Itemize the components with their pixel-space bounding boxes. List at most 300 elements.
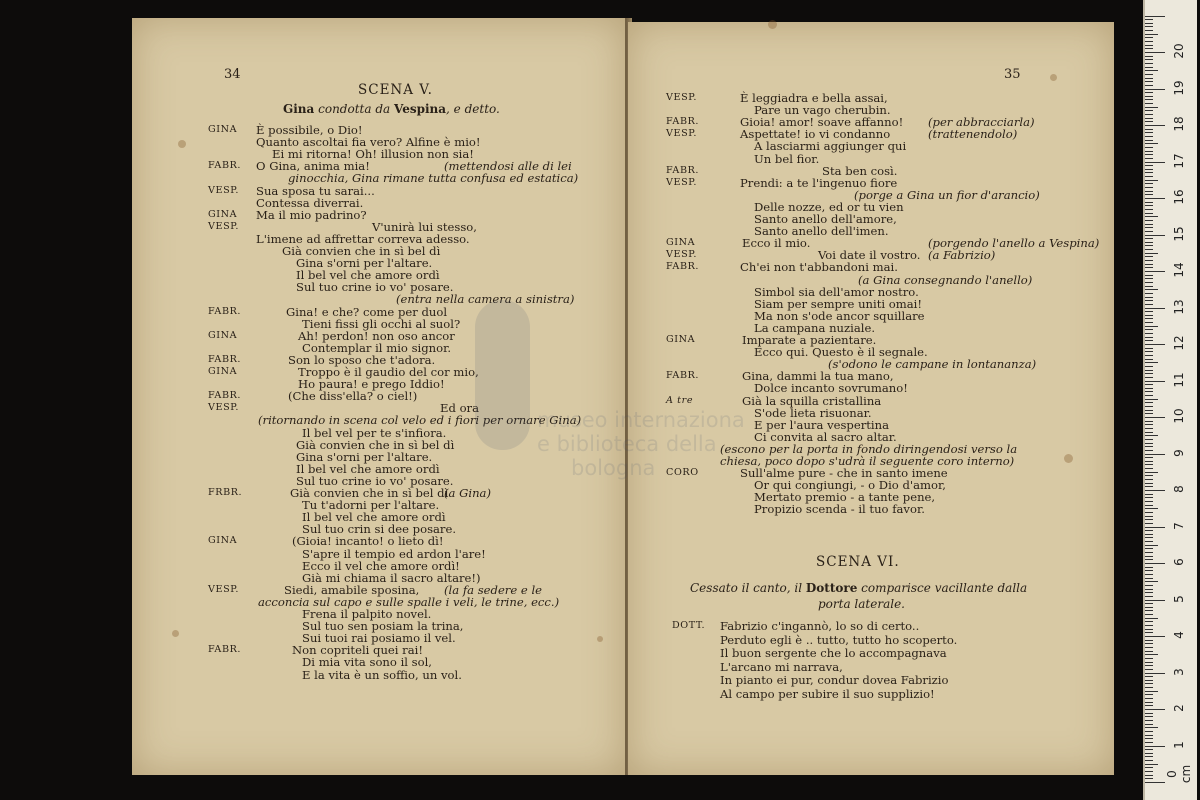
ruler-tick xyxy=(1145,271,1165,272)
ruler-tick xyxy=(1145,322,1153,323)
stage-direction: acconcia sul capo e sulle spalle i veli, le trine, ecc.) xyxy=(258,594,560,609)
left-page xyxy=(132,18,625,775)
ruler-tick xyxy=(1145,81,1153,82)
ruler-tick xyxy=(1145,680,1153,681)
paper-stain xyxy=(1064,454,1073,463)
ruler-tick xyxy=(1145,103,1153,104)
ruler-tick xyxy=(1145,286,1153,287)
ruler-number: 10 xyxy=(1172,408,1186,424)
ruler-tick xyxy=(1145,421,1153,422)
verse-line: Ecco il vel che amore ordì! xyxy=(302,558,460,573)
ruler-tick xyxy=(1145,121,1153,122)
verse-line: Il bel vel che amore ordì xyxy=(296,461,440,476)
ruler-tick xyxy=(1145,716,1153,717)
ruler-tick xyxy=(1145,282,1153,283)
ruler-tick xyxy=(1145,85,1153,86)
verse-line: Frena il palpito novel. xyxy=(302,607,432,621)
ruler-tick xyxy=(1145,275,1153,276)
ruler-tick xyxy=(1145,264,1153,265)
ruler-tick xyxy=(1145,110,1153,111)
ruler-tick xyxy=(1145,158,1153,159)
ruler-tick xyxy=(1145,391,1153,392)
ruler-tick xyxy=(1145,417,1165,418)
ruler-tick xyxy=(1145,486,1153,487)
ruler-tick xyxy=(1145,559,1153,560)
ruler-tick xyxy=(1145,19,1153,20)
verse-line: Siam per sempre uniti omai! xyxy=(754,296,923,311)
ruler-tick xyxy=(1145,424,1153,425)
verse-line: A lasciarmi aggiunger qui xyxy=(754,139,907,154)
paper-stain xyxy=(597,636,603,642)
ruler-tick xyxy=(1145,585,1153,586)
ruler-tick xyxy=(1145,537,1153,538)
ruler-tick xyxy=(1145,34,1158,35)
ruler-tick xyxy=(1145,92,1153,93)
verse-line: Prendi: a te l'ingenuo fiore xyxy=(740,175,898,190)
ruler-tick xyxy=(1145,300,1153,301)
stage-direction: (mettendosi alle di lei xyxy=(444,159,572,174)
ruler-number: 7 xyxy=(1172,521,1186,530)
ruler-tick xyxy=(1145,227,1153,228)
verse-line: Contemplar il mio signor. xyxy=(302,340,452,355)
ruler-tick xyxy=(1145,114,1153,115)
ruler-tick xyxy=(1145,180,1158,181)
ruler-tick xyxy=(1145,472,1158,473)
verse-line: Son lo sposo che t'adora. xyxy=(288,352,436,367)
ruler-tick xyxy=(1145,698,1153,699)
verse-line: Già convien che in sì bel dì xyxy=(290,486,449,500)
verse-line: E la vita è un soffio, un vol. xyxy=(302,667,462,682)
character-name: CORO xyxy=(666,467,699,479)
ruler-tick xyxy=(1145,381,1165,382)
ruler-tick xyxy=(1145,461,1153,462)
ruler-tick xyxy=(1145,202,1153,203)
ruler-tick xyxy=(1145,578,1153,579)
verse-line: Tu t'adorni per l'altare. xyxy=(302,498,440,513)
stage-direction: (escono per la porta in fondo diringendosi verso la xyxy=(720,441,1018,456)
verse-line: Gina s'orni per l'altare. xyxy=(296,256,433,271)
ruler-tick xyxy=(1145,169,1153,170)
character-name: FRBR. xyxy=(208,487,243,498)
ruler-tick xyxy=(1145,165,1153,166)
verse-line: Non copriteli quei rai! xyxy=(292,643,424,658)
stage-direction: (porge a Gina un fior d'arancio) xyxy=(854,187,1040,202)
scene-subheading-2: Cessato il canto, il Dottore comparisce vacillante dalla xyxy=(690,581,1028,595)
verse-line: Il bel vel per te s'infiora. xyxy=(302,425,447,440)
ruler-tick xyxy=(1145,643,1153,644)
stage-direction: (a Fabrizio) xyxy=(928,248,996,263)
ruler-tick xyxy=(1145,198,1165,199)
page-number: 34 xyxy=(224,67,241,82)
verse-line: Ecco il mio. xyxy=(742,236,811,251)
ruler-tick xyxy=(1145,771,1153,772)
ruler-tick xyxy=(1145,505,1153,506)
ruler-tick xyxy=(1145,545,1158,546)
ruler-tick xyxy=(1145,552,1153,553)
verse-line: Pare un vago cherubin. xyxy=(754,103,891,118)
ruler-number: 13 xyxy=(1172,298,1186,315)
ruler-tick xyxy=(1145,344,1165,345)
verse-line: Sul tuo crine io vo' posare. xyxy=(296,473,454,488)
ruler-tick xyxy=(1145,224,1153,225)
ruler-tick xyxy=(1145,581,1158,582)
ruler-tick xyxy=(1145,348,1153,349)
verse-line: Il buon sergente che lo accompagnava xyxy=(720,646,947,660)
verse-line: Santo anello dell'imen. xyxy=(754,224,889,239)
verse-line: Tieni fissi gli occhi al suol? xyxy=(302,316,461,331)
character-name: VESP. xyxy=(208,184,240,196)
ruler-tick xyxy=(1145,143,1158,144)
ruler-tick xyxy=(1145,490,1165,491)
ruler-tick xyxy=(1145,735,1153,736)
verse-line: L'arcano mi narrava, xyxy=(720,659,843,674)
ruler-tick xyxy=(1145,67,1153,68)
ruler-tick xyxy=(1145,479,1153,480)
ruler-number: 14 xyxy=(1172,262,1186,278)
verse-line: Mertato premio - a tante pene, xyxy=(754,490,936,505)
ruler-tick xyxy=(1145,231,1153,232)
verse-line: O Gina, anima mia! xyxy=(256,159,370,174)
ruler-tick xyxy=(1145,355,1153,356)
ruler-tick xyxy=(1145,523,1153,524)
scene-heading-2: SCENA VI. xyxy=(816,554,900,570)
ruler-tick xyxy=(1145,297,1153,298)
ruler-tick xyxy=(1145,52,1165,53)
ruler-tick xyxy=(1145,63,1153,64)
ruler-tick xyxy=(1145,516,1153,517)
ruler-tick xyxy=(1145,140,1153,141)
ruler-tick xyxy=(1145,107,1158,108)
ruler-tick xyxy=(1145,673,1165,674)
ruler-tick xyxy=(1145,329,1153,330)
ruler-tick xyxy=(1145,260,1153,261)
ruler-number: 1 xyxy=(1172,740,1186,749)
ruler-tick xyxy=(1145,727,1158,728)
ruler-tick xyxy=(1145,501,1153,502)
character-name: FABR. xyxy=(666,370,700,382)
verse-line: Già la squilla cristallina xyxy=(742,393,882,408)
ruler-tick xyxy=(1145,308,1165,309)
ruler-tick xyxy=(1145,702,1153,703)
ruler-tick xyxy=(1145,665,1153,666)
ruler-tick xyxy=(1145,74,1153,75)
ruler-tick xyxy=(1145,756,1153,757)
character-name: VESP. xyxy=(666,128,698,140)
verse-line: Ma il mio padrino? xyxy=(256,207,367,222)
ruler-tick xyxy=(1145,746,1165,747)
ruler-tick xyxy=(1145,30,1153,31)
ruler-tick xyxy=(1145,749,1153,750)
ruler-tick xyxy=(1145,242,1153,243)
verse-line: L'imene ad affrettar correva adesso. xyxy=(256,231,470,246)
verse-line: Ah! perdon! non oso ancor xyxy=(298,328,455,343)
ruler-tick xyxy=(1145,147,1153,148)
ruler-tick xyxy=(1145,683,1153,684)
ruler-tick xyxy=(1145,172,1153,173)
ruler-tick xyxy=(1145,574,1153,575)
ruler-tick xyxy=(1145,651,1153,652)
verse-line: Perduto egli è .. tutto, tutto ho scoperto. xyxy=(720,632,958,647)
verse-line: Santo anello dell'amore, xyxy=(754,212,897,226)
verse-line: Il bel vel che amore ordì xyxy=(296,268,440,283)
ruler-tick xyxy=(1145,245,1153,246)
ruler-number: 4 xyxy=(1172,631,1186,639)
ruler-tick xyxy=(1145,614,1153,615)
verse-line: Quanto ascoltai fia vero? Alfine è mio! xyxy=(256,135,481,150)
ruler-number: 8 xyxy=(1172,485,1186,493)
ruler-tick xyxy=(1145,205,1153,206)
ruler-tick xyxy=(1145,70,1158,71)
ruler-tick xyxy=(1145,534,1153,535)
character-name: VESP. xyxy=(208,220,240,232)
ruler-number: 9 xyxy=(1172,448,1186,457)
ruler-tick xyxy=(1145,154,1153,155)
ruler-tick xyxy=(1145,760,1153,761)
verse-line: Contessa diverrai. xyxy=(256,195,364,210)
ruler-tick xyxy=(1145,315,1153,316)
ruler-tick xyxy=(1145,603,1153,604)
verse-line: Delle nozze, ed or tu vien xyxy=(754,199,904,214)
stage-direction: (trattenendolo) xyxy=(928,127,1018,142)
stage-direction: (a Gina consegnando l'anello) xyxy=(858,272,1033,287)
ruler-tick xyxy=(1145,439,1153,440)
verse-line: Di mia vita sono il sol, xyxy=(302,655,432,670)
ruler-tick xyxy=(1145,289,1158,290)
verse-line: Gina! e che? come per duol xyxy=(286,304,448,319)
verse-line: S'apre il tempio ed ardon l'are! xyxy=(302,546,486,561)
ruler-tick xyxy=(1145,753,1153,754)
ruler-tick xyxy=(1145,541,1153,542)
ruler-tick xyxy=(1145,782,1165,783)
ruler-tick xyxy=(1145,267,1153,268)
ruler-tick xyxy=(1145,351,1153,352)
character-name: GINA xyxy=(208,535,238,547)
ruler-number: 15 xyxy=(1172,225,1186,242)
ruler-tick xyxy=(1145,720,1153,721)
ruler-tick xyxy=(1145,556,1153,557)
ruler-tick xyxy=(1145,318,1153,319)
ruler-tick xyxy=(1145,402,1153,403)
verse-line: È leggiadra e bella assai, xyxy=(740,91,888,105)
verse-line: Già convien che in sì bel dì xyxy=(296,437,455,452)
ruler-tick xyxy=(1145,238,1153,239)
verse-line: Ma non s'ode ancor squillare xyxy=(754,308,925,323)
ruler-tick xyxy=(1145,41,1153,42)
verse-line: Il bel vel che amore ordì xyxy=(302,510,446,525)
ruler-tick xyxy=(1145,450,1153,451)
ruler-tick xyxy=(1145,669,1153,670)
ruler-tick xyxy=(1145,636,1165,637)
verse-line: Dolce incanto sovrumano! xyxy=(754,381,908,396)
verse-line: Or qui congiungi, - o Dio d'amor, xyxy=(754,478,946,493)
ruler-tick xyxy=(1145,596,1153,597)
ruler-tick xyxy=(1145,136,1153,137)
ruler-tick xyxy=(1145,775,1153,776)
verse-line: È possibile, o Dio! xyxy=(256,123,363,137)
ruler-tick xyxy=(1145,125,1165,126)
verse-line: (Che diss'ella? o ciel!) xyxy=(288,389,418,404)
ruler-tick xyxy=(1145,589,1153,590)
ruler-tick xyxy=(1145,691,1158,692)
ruler-tick xyxy=(1145,333,1153,334)
verse-line: Un bel fior. xyxy=(754,151,820,166)
character-name: FABR. xyxy=(208,160,242,172)
ruler-tick xyxy=(1145,96,1153,97)
ruler-tick xyxy=(1145,567,1153,568)
ruler-tick xyxy=(1145,468,1153,469)
ruler-tick xyxy=(1145,548,1153,549)
verse-line: Fabrizio c'ingannò, lo so di certo.. xyxy=(720,619,920,633)
ruler-tick xyxy=(1145,527,1165,528)
ruler-tick xyxy=(1145,632,1153,633)
verse-line: Propizio scenda - il tuo favor. xyxy=(754,502,925,517)
verse-line: Voi date il vostro. xyxy=(818,248,921,263)
scene-subheading-2-line2: porta laterale. xyxy=(818,597,905,611)
ruler-tick xyxy=(1145,16,1165,17)
stage-direction: ginocchia, Gina rimane tutta confusa ed estatica) xyxy=(288,171,579,186)
ruler-tick xyxy=(1145,337,1153,338)
ruler-tick xyxy=(1145,446,1153,447)
ruler-tick xyxy=(1145,48,1153,49)
ruler-tick xyxy=(1145,483,1153,484)
ruler-number: 20 xyxy=(1172,43,1186,59)
ruler-tick xyxy=(1145,118,1153,119)
ruler-tick xyxy=(1145,621,1153,622)
ruler-tick xyxy=(1145,767,1153,768)
ruler-tick xyxy=(1145,362,1158,363)
ruler-tick xyxy=(1145,388,1153,389)
stage-direction: (la fa sedere e le xyxy=(444,582,543,597)
ruler-tick xyxy=(1145,497,1153,498)
ruler-number: 19 xyxy=(1172,79,1186,96)
character-name: FABR. xyxy=(666,261,700,273)
ruler-tick xyxy=(1145,56,1153,57)
verse-line: Al campo per subire il suo supplizio! xyxy=(720,686,935,701)
ruler-number: 6 xyxy=(1172,558,1186,566)
ruler-tick xyxy=(1145,432,1153,433)
verse-line: Ed ora xyxy=(440,401,480,416)
ruler-tick xyxy=(1145,220,1153,221)
page-number: 35 xyxy=(1004,67,1021,82)
ruler-tick xyxy=(1145,59,1153,60)
stage-direction: (porgendo l'anello a Vespina) xyxy=(928,236,1100,251)
verse-line: Sull'alme pure - che in santo imene xyxy=(740,466,948,481)
character-name: VESP. xyxy=(666,249,698,261)
ruler-tick xyxy=(1145,395,1153,396)
ruler-tick xyxy=(1145,778,1153,779)
ruler-number: 3 xyxy=(1172,667,1186,676)
character-name: VESP. xyxy=(666,92,698,103)
character-name: DOTT. xyxy=(672,620,706,631)
character-name: FABR. xyxy=(208,305,242,317)
verse-line: Gioia! amor! soave affanno! xyxy=(740,115,904,130)
character-name: GINA xyxy=(208,366,238,377)
ruler-tick xyxy=(1145,406,1153,407)
verse-line: Già convien che in sì bel dì xyxy=(282,244,441,258)
ruler-tick xyxy=(1145,162,1165,163)
ruler-tick xyxy=(1145,132,1153,133)
verse-line: E per l'aura vespertina xyxy=(754,417,890,432)
verse-line: Sta ben così. xyxy=(822,163,898,178)
ruler-number: 5 xyxy=(1172,594,1186,603)
character-name: FABR. xyxy=(208,390,242,402)
ruler-tick xyxy=(1145,731,1153,732)
verse-line: La campana nuziale. xyxy=(754,320,876,335)
ruler-tick xyxy=(1145,410,1153,411)
ruler-tick xyxy=(1145,377,1153,378)
verse-line: Simbol sia dell'amor nostro. xyxy=(754,284,919,299)
paper-stain xyxy=(768,20,777,29)
character-name: FABR. xyxy=(666,116,700,128)
stage-direction: (s'odono le campane in lontananza) xyxy=(828,357,1037,372)
verse-line: Sua sposa tu sarai... xyxy=(256,183,375,198)
ruler-tick xyxy=(1145,99,1153,100)
ruler-tick xyxy=(1145,640,1153,641)
verse-line: Gina s'orni per l'altare. xyxy=(296,449,433,464)
ruler-tick xyxy=(1145,428,1153,429)
character-name: GINA xyxy=(666,334,696,345)
ruler-tick xyxy=(1145,530,1153,531)
paper-stain xyxy=(178,140,186,148)
verse-line: Ecco qui. Questo è il segnale. xyxy=(754,345,928,360)
ruler-tick xyxy=(1145,399,1158,400)
stage-direction: (per abbracciarla) xyxy=(928,115,1035,130)
ruler-tick xyxy=(1145,592,1153,593)
scene-heading: SCENA V. xyxy=(358,82,433,98)
ruler-tick xyxy=(1145,658,1153,659)
ruler-tick xyxy=(1145,311,1153,312)
ruler-tick xyxy=(1145,738,1153,739)
ruler-number: 17 xyxy=(1172,152,1186,169)
verse-line: In pianto ei pur, condur dovea Fabrizio xyxy=(720,673,949,687)
ruler-tick xyxy=(1145,384,1153,385)
verse-line: Ei mi ritorna! Oh! illusion non sia! xyxy=(272,147,474,162)
ruler-tick xyxy=(1145,235,1165,236)
scene-subheading: Gina condotta da Vespina, e detto. xyxy=(283,102,500,116)
verse-line: Già mi chiama il sacro altare!) xyxy=(302,570,481,585)
ruler-number: 0 cm xyxy=(1165,764,1193,784)
ruler-tick xyxy=(1145,629,1153,630)
paper-stain xyxy=(1050,74,1057,81)
ruler-tick xyxy=(1145,209,1153,210)
ruler-number: 16 xyxy=(1172,189,1186,205)
ruler-tick xyxy=(1145,570,1153,571)
ruler-tick xyxy=(1145,464,1153,465)
verse-line: Gina, dammi la tua mano, xyxy=(742,369,894,384)
ruler-tick xyxy=(1145,340,1153,341)
ruler-tick xyxy=(1145,23,1153,24)
ruler-tick xyxy=(1145,37,1153,38)
ruler-tick xyxy=(1145,45,1153,46)
ruler-tick xyxy=(1145,705,1153,706)
character-name: FABR. xyxy=(666,164,700,176)
verse-line: S'ode lieta risuonar. xyxy=(754,405,872,420)
verse-line: V'unirà lui stesso, xyxy=(372,219,477,234)
ruler-tick xyxy=(1145,694,1153,695)
character-name: FABR. xyxy=(208,644,242,656)
ruler-tick xyxy=(1145,607,1153,608)
character-name: GINA xyxy=(208,124,238,135)
ruler-tick xyxy=(1145,129,1153,130)
ruler-number: 18 xyxy=(1172,116,1186,132)
verse-line: Troppo è il gaudio del cor mio, xyxy=(298,365,479,379)
verse-line: Sul tuo crin si dee posare. xyxy=(302,522,457,537)
ruler-tick xyxy=(1145,457,1153,458)
character-name: VESP. xyxy=(208,402,240,414)
ruler-tick xyxy=(1145,764,1158,765)
ruler-tick xyxy=(1145,563,1165,564)
verse-line: (Gioia! incanto! o lieto dì! xyxy=(292,534,444,549)
